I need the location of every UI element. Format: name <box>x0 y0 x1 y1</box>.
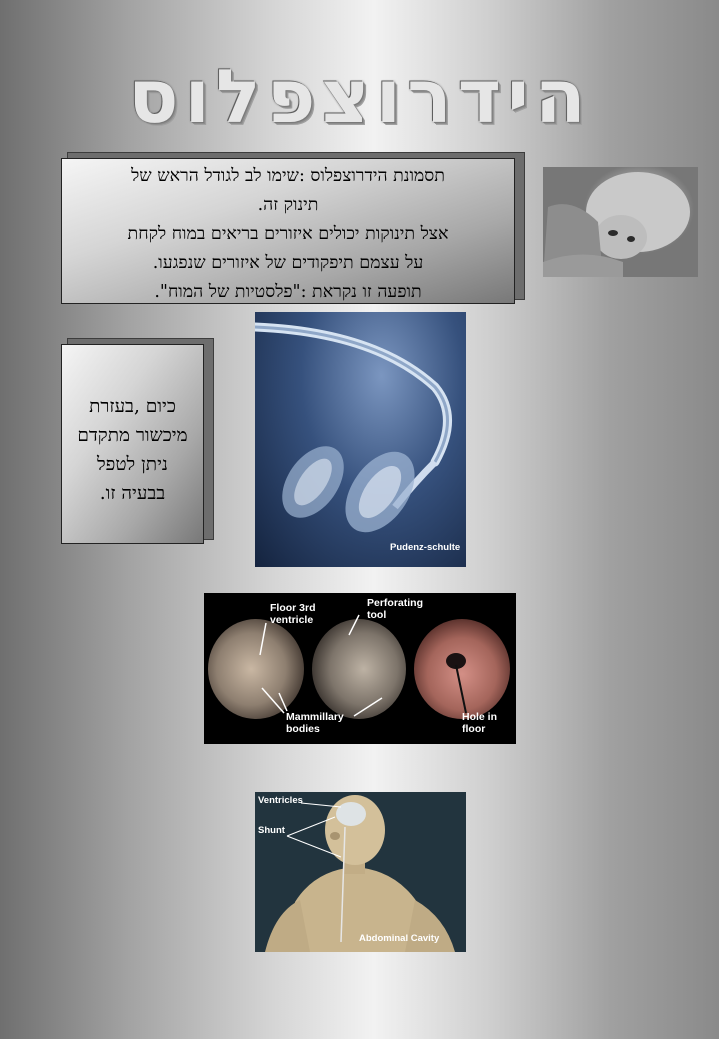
floor-ventricle-label <box>270 602 316 626</box>
hole-in-floor-label <box>462 711 497 735</box>
hole-in-floor-line-1: Hole in <box>462 711 498 723</box>
hydrocephalus-baby-photo <box>543 167 698 277</box>
baby-photo-drawing <box>543 167 698 277</box>
mammillary-bodies-label <box>286 711 344 735</box>
endoscopy-photo <box>204 593 516 744</box>
shunt-caption: Pudenz-schulte <box>390 542 461 553</box>
shunt-device-drawing <box>255 312 466 567</box>
child-shunt-illustration <box>255 792 466 952</box>
child-shunt-drawing <box>255 792 466 952</box>
box1-line-5: תופעה זו נקראת :"פלסטיות של המוח". <box>154 282 422 302</box>
floor-ventricle-line-2: ventricle <box>270 614 314 626</box>
box2-line-4: בבעיה זו. <box>99 483 166 504</box>
abdominal-cavity-label: Abdominal Cavity <box>359 933 440 944</box>
baby-description-box <box>61 158 515 304</box>
floor-ventricle-line-1: Floor 3rd <box>270 602 316 614</box>
perforating-tool-label <box>367 597 423 621</box>
ventricles-label: Ventricles <box>258 795 303 806</box>
box1-line-1: תסמונת הידרוצפלוס :שימו לב לגודל הראש של <box>131 166 445 186</box>
box1-line-2: תינוק זה. <box>257 195 319 215</box>
mammillary-bodies-line-1: Mammillary <box>286 711 344 723</box>
box1-line-3: אצל תינוקות יכולים איזורים בריאים במוח לקחת <box>127 224 449 244</box>
box2-line-3: ניתן לטפל <box>97 454 168 475</box>
perforating-tool-line-2: tool <box>367 609 387 621</box>
page-title: הידרוצפלוס <box>128 54 592 140</box>
shunt-device-photo <box>255 312 466 567</box>
box2-line-1: כיום ,בעזרת <box>89 396 176 417</box>
mammillary-bodies-line-2: bodies <box>286 723 320 735</box>
hole-in-floor-line-2: floor <box>462 723 486 735</box>
treatment-text-box <box>61 344 204 544</box>
box1-line-4: על עצמם תיפקודים של איזורים שנפגעו. <box>152 253 424 273</box>
box2-line-2: מיכשור מתקדם <box>77 425 188 446</box>
shunt-label: Shunt <box>258 825 285 836</box>
perforating-tool-line-1: Perforating <box>367 597 424 609</box>
